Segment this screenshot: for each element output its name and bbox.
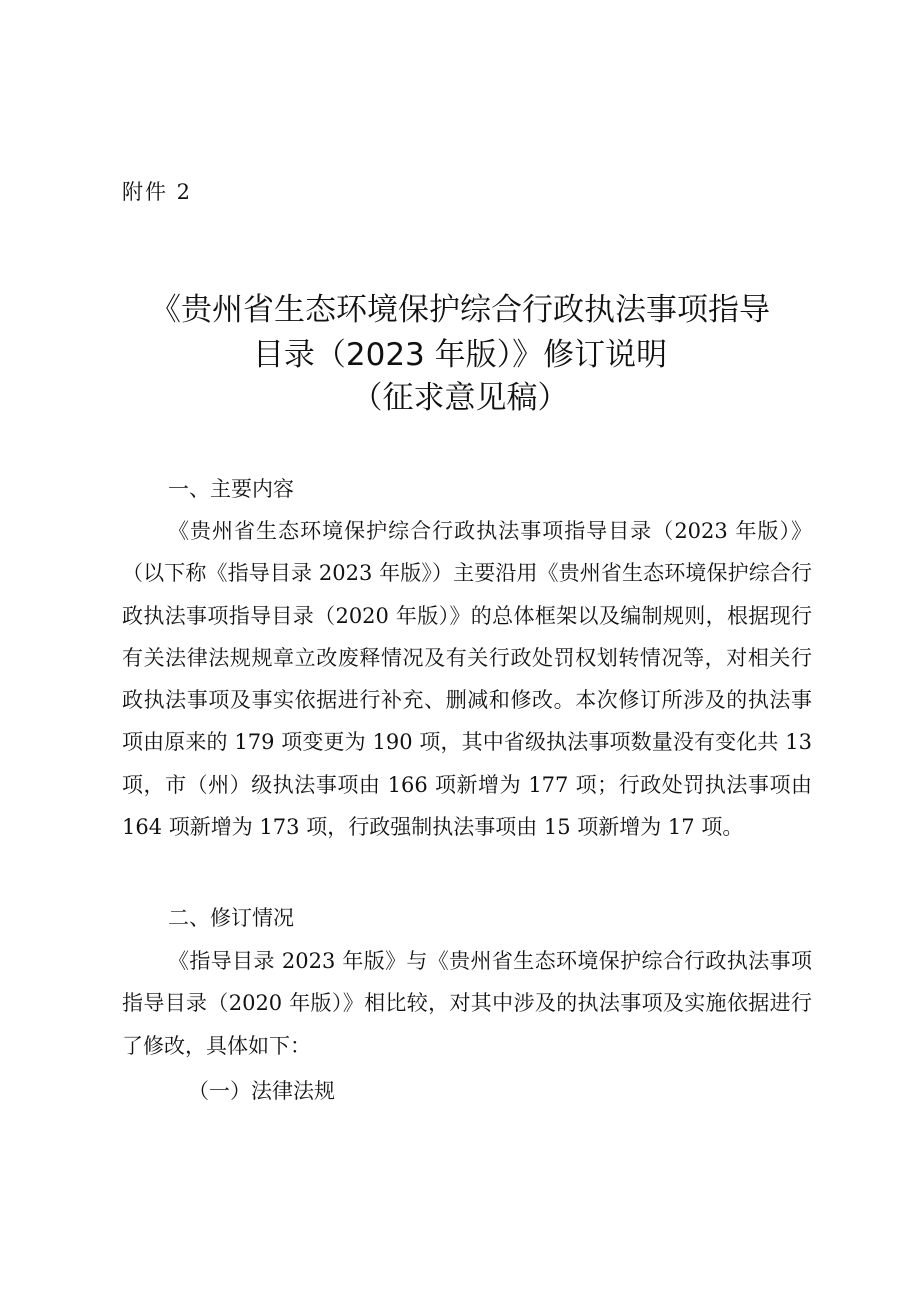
section-heading-revision: 二、修订情况 [168, 906, 294, 930]
paragraph-revision: 《指导目录 2023 年版》与《贵州省生态环境保护综合行政执法事项指导目录（2020 年版）》相比较，对其中涉及的执法事项及实施依据进行了修改，具体如下： [122, 949, 812, 1058]
paragraph-main-content: 《贵州省生态环境保护综合行政执法事项指导目录（2023 年版）》（以下称《指导目录 2023 年版》）主要沿用《贵州省生态环境保护综合行政执法事项指导目录（2020 年版）》的总体框架以及编制规则，根据现行有关法律法规规章立改废释情况及有关行政处罚权划转情况等，对相关行政执法事项及事实依据进行补充、删减和修改。本次修订所涉及的执法事项由原来的 179 项变更为 190 项，其中省级执法事项数量没有变化共 13 项，市（州）级执法事项由 166 项新增为 177 项；行政处罚执法事项由 164 项新增为 173 项，行政强制执法事项由 15 项新增为 17 项。 [122, 519, 812, 840]
subheading-laws-regulations: （一）法律法规 [188, 1079, 335, 1103]
title-line-1: 《贵州省生态环境保护综合行政执法事项指导 [150, 292, 770, 328]
section-heading-main-content: 一、主要内容 [168, 477, 294, 501]
title-line-2: 目录（2023 年版）》修订说明 [252, 337, 668, 373]
attachment-label: 附件 2 [122, 180, 193, 204]
title-line-3: （征求意见稿） [351, 380, 569, 416]
